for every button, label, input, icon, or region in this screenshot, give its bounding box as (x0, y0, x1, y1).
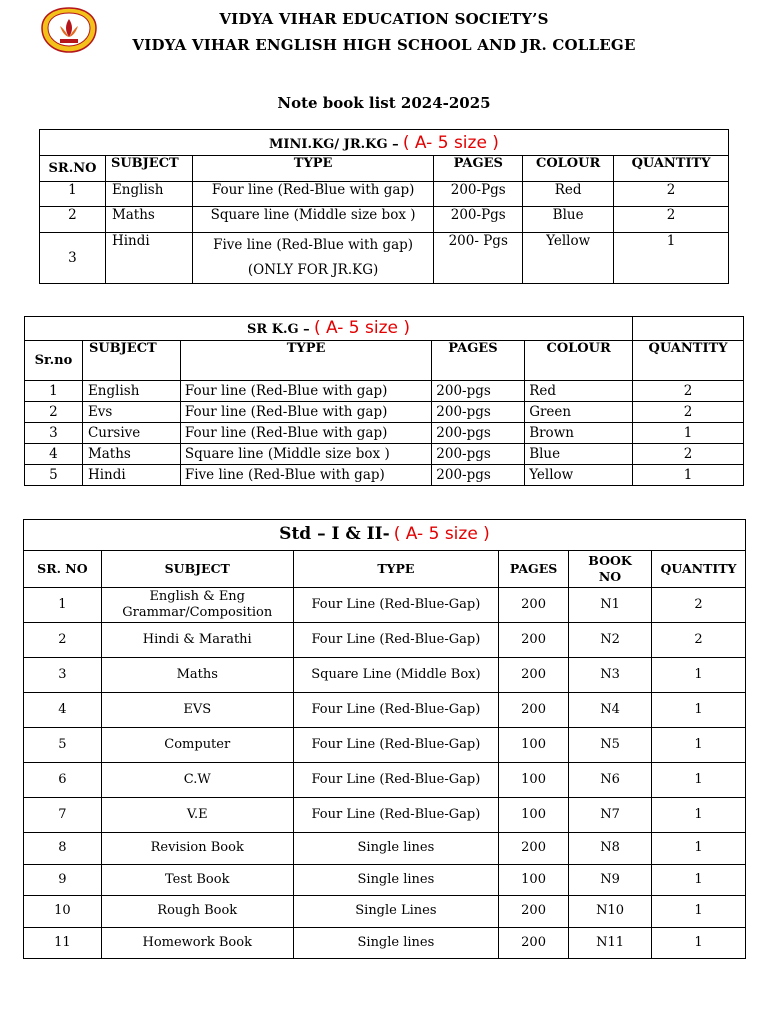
cell-colour: Blue (523, 207, 614, 233)
table-row (25, 423, 744, 444)
table-header-row (40, 156, 729, 182)
notebook-table-sr-kg (24, 316, 744, 486)
cell-subject: Revision Book (101, 833, 293, 865)
cell-type: Single lines (293, 833, 498, 865)
cell-sr: 3 (40, 233, 106, 284)
cell-book-no: N3 (569, 658, 652, 693)
table-row (24, 588, 746, 623)
column-header: COLOUR (523, 156, 614, 182)
table-row (24, 864, 746, 896)
cell-sr: 1 (40, 182, 106, 207)
column-header: TYPE (192, 156, 433, 182)
cell-colour: Brown (525, 423, 633, 444)
cell-subject: C.W (101, 763, 293, 798)
cell-pages: 200- Pgs (434, 233, 523, 284)
cell-colour: Yellow (525, 465, 633, 486)
column-header: SR.NO (40, 156, 106, 182)
cell-colour: Red (525, 381, 633, 402)
cell-quantity: 1 (633, 423, 744, 444)
class-label: Std – I & II- (279, 524, 390, 544)
cell-pages: 100 (499, 798, 569, 833)
cell-pages: 100 (499, 763, 569, 798)
cell-colour: Blue (525, 444, 633, 465)
cell-type: Five line (Red-Blue with gap) (180, 465, 431, 486)
cell-book-no: N7 (569, 798, 652, 833)
column-header: QUANTITY (633, 341, 744, 381)
notebook-table-std-1-2 (23, 519, 746, 959)
cell-sr: 3 (24, 658, 102, 693)
cell-type: Four Line (Red-Blue-Gap) (293, 728, 498, 763)
cell-pages: 200 (499, 658, 569, 693)
cell-pages: 200-Pgs (434, 207, 523, 233)
cell-sr: 10 (24, 896, 102, 928)
page-header (0, 0, 768, 60)
cell-book-no: N4 (569, 693, 652, 728)
cell-sr: 2 (40, 207, 106, 233)
cell-type: Four Line (Red-Blue-Gap) (293, 798, 498, 833)
cell-quantity: 2 (633, 381, 744, 402)
cell-subject: Evs (82, 402, 180, 423)
table-header-row (25, 341, 744, 381)
table-row (24, 896, 746, 928)
cell-quantity: 1 (652, 798, 746, 833)
cell-colour: Yellow (523, 233, 614, 284)
cell-subject: Computer (101, 728, 293, 763)
table-row (24, 658, 746, 693)
table-row (40, 182, 729, 207)
table-row (25, 465, 744, 486)
cell-sr: 5 (24, 728, 102, 763)
table-caption (40, 130, 729, 156)
cell-type: Square Line (Middle Box) (293, 658, 498, 693)
table-row (24, 927, 746, 959)
cell-quantity: 1 (652, 658, 746, 693)
cell-pages: 200 (499, 588, 569, 623)
page-title: Note book list 2024-2025 (277, 94, 491, 112)
cell-type-text: Five line (Red-Blue with gap) (213, 237, 414, 253)
cell-book-no: N1 (569, 588, 652, 623)
cell-sr: 8 (24, 833, 102, 865)
cell-subject: Homework Book (101, 927, 293, 959)
cell-type: Square line (Middle size box ) (180, 444, 431, 465)
cell-book-no: N9 (569, 864, 652, 896)
class-label: MINI.KG/ JR.KG – (269, 136, 399, 152)
column-header: COLOUR (525, 341, 633, 381)
cell-sr: 2 (24, 623, 102, 658)
cell-sr: 9 (24, 864, 102, 896)
column-header: SUBJECT (82, 341, 180, 381)
column-header: SR. NO (24, 551, 102, 588)
cell-type: Single Lines (293, 896, 498, 928)
column-header: QUANTITY (614, 156, 729, 182)
cell-book-no: N2 (569, 623, 652, 658)
cell-pages: 200-pgs (432, 465, 525, 486)
society-name: VIDYA VIHAR EDUCATION SOCIETY’S (219, 10, 549, 28)
cell-subject: English (82, 381, 180, 402)
column-header: TYPE (180, 341, 431, 381)
table-row (24, 623, 746, 658)
size-label: ( A- 5 size ) (393, 524, 490, 544)
table-row (25, 381, 744, 402)
cell-quantity: 2 (614, 207, 729, 233)
cell-sr: 5 (25, 465, 83, 486)
column-header: QUANTITY (652, 551, 746, 588)
cell-pages: 200 (499, 896, 569, 928)
cell-book-no: N5 (569, 728, 652, 763)
cell-sr: 4 (24, 693, 102, 728)
cell-type: Four line (Red-Blue with gap) (180, 402, 431, 423)
notebook-table-mini-jr-kg (39, 129, 729, 284)
column-header: TYPE (293, 551, 498, 588)
cell-pages: 200 (499, 693, 569, 728)
cell-subject: Maths (105, 207, 192, 233)
cell-pages: 200-pgs (432, 423, 525, 444)
cell-book-no: N11 (569, 927, 652, 959)
cell-sr: 4 (25, 444, 83, 465)
class-label: SR K.G – (247, 322, 310, 337)
cell-quantity: 1 (652, 763, 746, 798)
cell-type-note: (ONLY FOR JR.KG) (247, 262, 379, 278)
table-caption (24, 520, 746, 551)
cell-subject: Hindi (105, 233, 192, 284)
cell-pages: 200-Pgs (434, 182, 523, 207)
cell-quantity: 1 (614, 233, 729, 284)
table-row (40, 233, 729, 284)
cell-pages: 100 (499, 728, 569, 763)
cell-sr: 1 (24, 588, 102, 623)
cell-quantity: 1 (633, 465, 744, 486)
table-caption (25, 317, 633, 341)
size-label: ( A- 5 size ) (313, 318, 411, 338)
cell-pages: 200 (499, 833, 569, 865)
cell-pages: 200-pgs (432, 402, 525, 423)
cell-subject: Test Book (101, 864, 293, 896)
cell-book-no: N6 (569, 763, 652, 798)
cell-subject: Cursive (82, 423, 180, 444)
cell-quantity: 2 (652, 623, 746, 658)
table-header-row (24, 551, 746, 588)
cell-pages: 200-pgs (432, 444, 525, 465)
cell-type: Four line (Red-Blue with gap) (180, 381, 431, 402)
table-row (25, 402, 744, 423)
cell-type: Single lines (293, 864, 498, 896)
cell-quantity: 2 (633, 402, 744, 423)
cell-sr: 3 (25, 423, 83, 444)
cell-pages: 100 (499, 864, 569, 896)
school-name: VIDYA VIHAR ENGLISH HIGH SCHOOL AND JR. COLLEGE (132, 36, 636, 54)
cell-sr: 6 (24, 763, 102, 798)
cell-type: Four line (Red-Blue with gap) (180, 423, 431, 444)
cell-subject: EVS (101, 693, 293, 728)
table-row (24, 693, 746, 728)
cell-book-no: N10 (569, 896, 652, 928)
column-header: SUBJECT (105, 156, 192, 182)
cell-quantity: 1 (652, 896, 746, 928)
cell-subject: V.E (101, 798, 293, 833)
cell-pages: 200 (499, 623, 569, 658)
column-header: PAGES (499, 551, 569, 588)
cell-quantity: 1 (652, 927, 746, 959)
cell-subject: English & Eng Grammar/Composition (101, 588, 293, 623)
cell-book-no: N8 (569, 833, 652, 865)
cell-type: Single lines (293, 927, 498, 959)
column-header: SUBJECT (101, 551, 293, 588)
cell-type: Four Line (Red-Blue-Gap) (293, 693, 498, 728)
cell-type (192, 233, 433, 284)
cell-pages: 200-pgs (432, 381, 525, 402)
cell-type: Four line (Red-Blue with gap) (192, 182, 433, 207)
cell-subject: Hindi (82, 465, 180, 486)
column-header: BOOK NO (569, 551, 652, 588)
cell-colour: Green (525, 402, 633, 423)
table-row (25, 444, 744, 465)
cell-subject: Rough Book (101, 896, 293, 928)
table-row (40, 207, 729, 233)
cell-colour: Red (523, 182, 614, 207)
table-row (24, 763, 746, 798)
cell-quantity: 1 (652, 693, 746, 728)
cell-quantity: 1 (652, 833, 746, 865)
table-row (24, 728, 746, 763)
cell-subject: English (105, 182, 192, 207)
cell-type: Four Line (Red-Blue-Gap) (293, 588, 498, 623)
cell-subject: Hindi & Marathi (101, 623, 293, 658)
empty-cell (633, 317, 744, 341)
cell-quantity: 2 (652, 588, 746, 623)
cell-type: Four Line (Red-Blue-Gap) (293, 623, 498, 658)
column-header: Sr.no (25, 341, 83, 381)
cell-sr: 11 (24, 927, 102, 959)
cell-quantity: 1 (652, 864, 746, 896)
column-header: PAGES (434, 156, 523, 182)
cell-sr: 2 (25, 402, 83, 423)
cell-sr: 7 (24, 798, 102, 833)
cell-quantity: 1 (652, 728, 746, 763)
cell-type: Four Line (Red-Blue-Gap) (293, 763, 498, 798)
cell-sr: 1 (25, 381, 83, 402)
cell-subject: Maths (101, 658, 293, 693)
size-label: ( A- 5 size ) (402, 132, 499, 153)
table-row (24, 798, 746, 833)
cell-subject: Maths (82, 444, 180, 465)
cell-quantity: 2 (633, 444, 744, 465)
cell-quantity: 2 (614, 182, 729, 207)
column-header: PAGES (432, 341, 525, 381)
cell-pages: 200 (499, 927, 569, 959)
cell-type: Square line (Middle size box ) (192, 207, 433, 233)
table-row (24, 833, 746, 865)
